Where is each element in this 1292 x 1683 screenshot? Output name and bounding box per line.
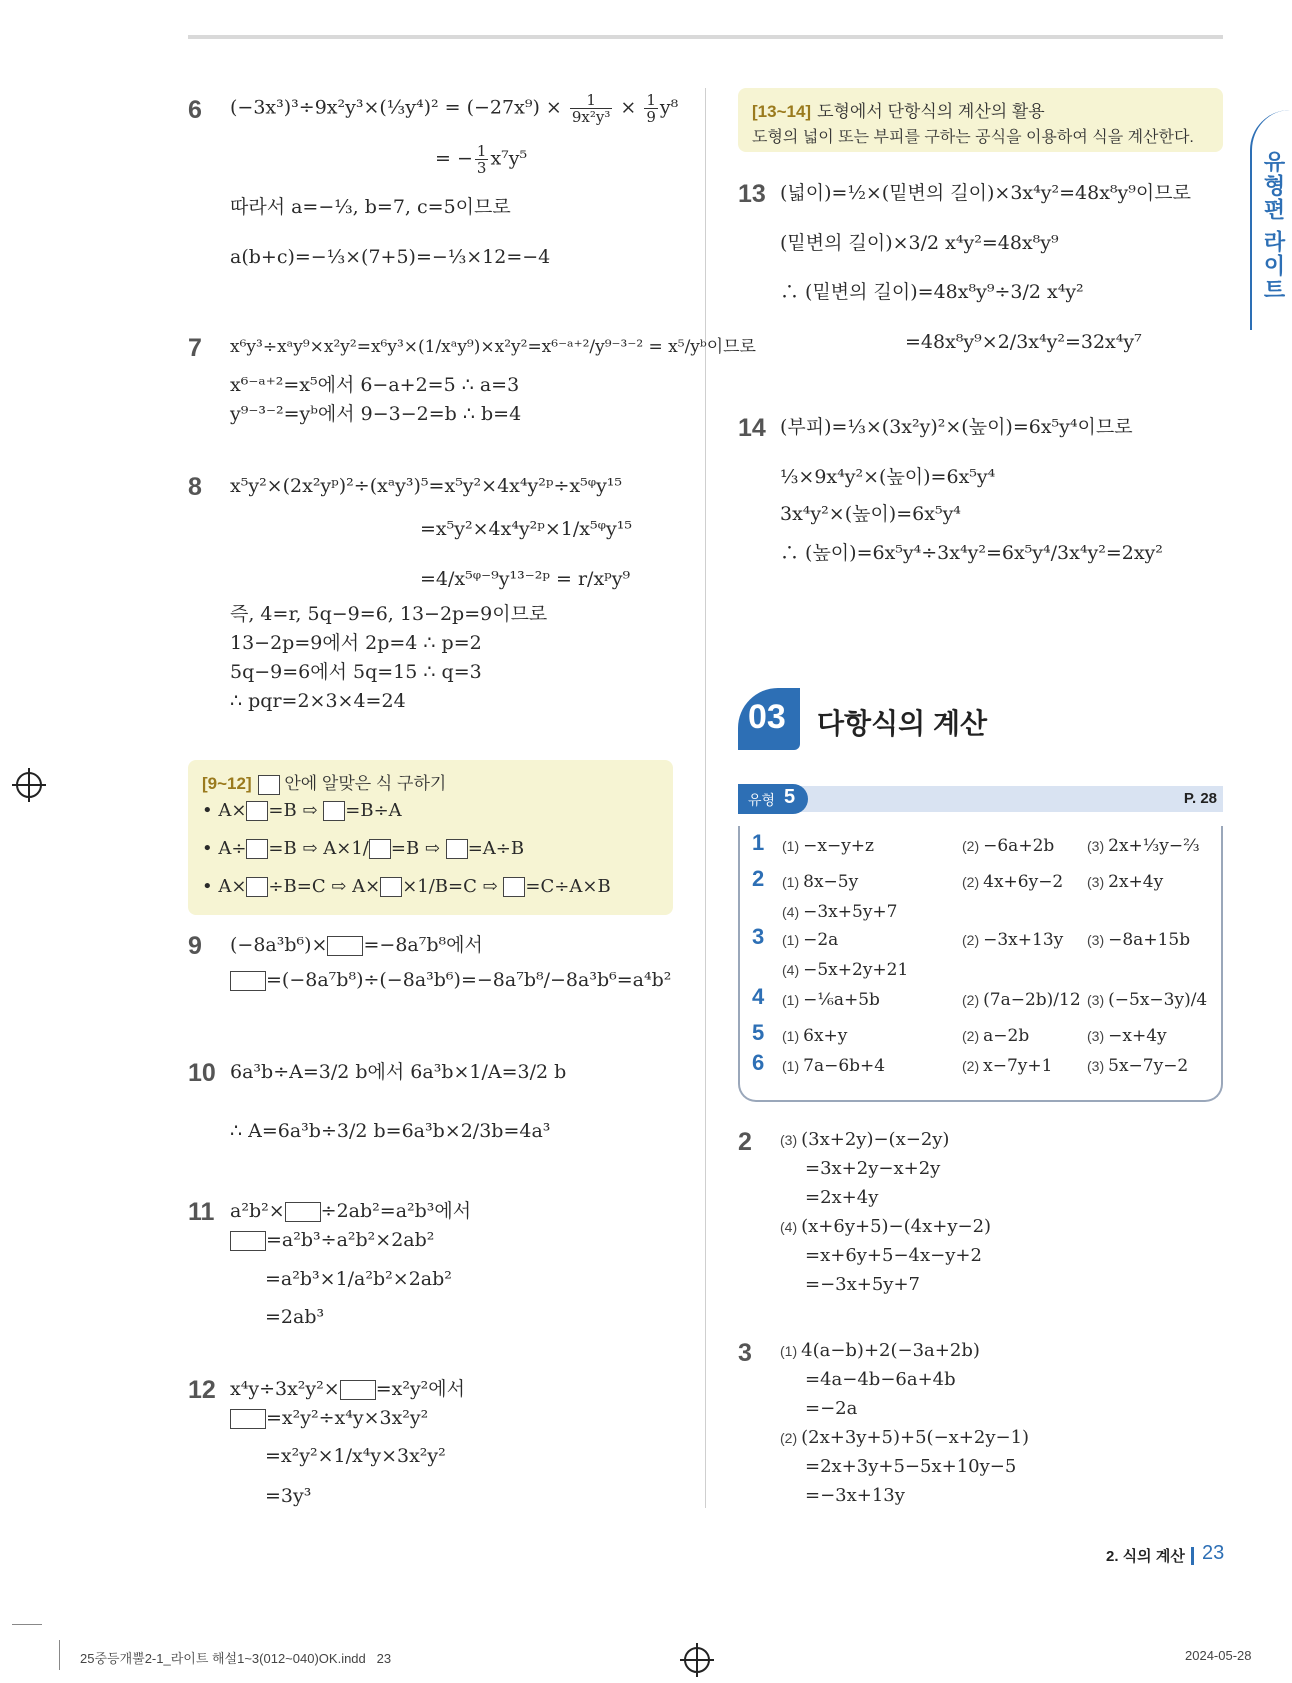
blank-box	[323, 801, 345, 821]
answer-item-value: a−2b	[983, 1026, 1030, 1046]
problem-12-line-3: =x²y²×1/x⁴y×3x²y²	[265, 1445, 446, 1467]
tip-rule-1: • A× =B ⇨ =B÷A	[202, 800, 402, 821]
problem-9-line-2: =(−8a⁷b⁸)÷(−8a³b⁶)=−8a⁷b⁸/−8a³b⁶=a⁴b²	[230, 966, 671, 995]
blank-box	[340, 1380, 376, 1400]
answer-item	[1087, 986, 1207, 1015]
problem-8-line-4: 즉, 4=r, 5q−9=6, 13−2p=9이므로	[230, 603, 548, 625]
answer-item	[782, 898, 898, 927]
blank-box	[230, 1409, 266, 1429]
answer-item-label: (2)	[962, 874, 980, 890]
problem-6-number: 6	[188, 96, 202, 124]
problem-10-line-1: 6a³b÷A=3/2 b에서 6a³b×1/A=3/2 b	[230, 1061, 567, 1083]
answer-item-label: (2)	[962, 1028, 980, 1044]
problem-8-line-7: ∴ pqr=2×3×4=24	[230, 690, 406, 712]
answer-item-label: (2)	[962, 992, 980, 1008]
problem-7-line-2: x⁶⁻ᵃ⁺²=x⁵에서 6−a+2=5 ∴ a=3	[230, 374, 520, 396]
problem-14-line-1: (부피)=⅓×(3x²y)²×(높이)=6x⁵y⁴이므로	[780, 416, 1133, 438]
problem-7-number: 7	[188, 334, 202, 362]
problem-8-line-3: =4/x⁵ᵠ⁻⁹y¹³⁻²ᵖ = r/xᵖy⁹	[420, 568, 631, 590]
answer-row-number: 2	[752, 866, 765, 891]
registration-mark-icon	[684, 1647, 710, 1673]
tip-box-13-14	[738, 88, 1223, 152]
tip-rule-3: • A× ÷B=C ⇨ A× ×1/B=C ⇨ =C÷A×B	[202, 876, 611, 897]
answer-item-label: (1)	[782, 1028, 800, 1044]
answer-item	[962, 986, 1081, 1015]
answer-item-value: −6a+2b	[983, 836, 1055, 856]
answer-item	[962, 926, 1063, 955]
answer-item-value: 5x−7y−2	[1108, 1056, 1189, 1076]
answer-item	[962, 832, 1054, 861]
problem-6-line-2: = − $\frac{1}{3}$ x⁷y⁵	[435, 142, 528, 177]
answer-item-value: −x+4y	[1108, 1026, 1167, 1046]
crop-mark	[12, 1624, 42, 1625]
problem-6-line-1: (−3x³)³÷9x²y³×(⅓y⁴)² = (−27x⁹) × $\frac{1}{\text{9x²y³}}$ × $\frac{1}{9}$ y⁸	[230, 91, 679, 126]
answer-item-label: (1)	[782, 1058, 800, 1074]
answer-item	[1087, 1022, 1167, 1051]
solution-3-line-6: =−3x+13y	[805, 1485, 905, 1506]
blank-box	[246, 877, 268, 897]
solution-3-line-4: (2) (2x+3y+5)+5(−x+2y−1)	[780, 1427, 1030, 1448]
solution-3-line-5: =2x+3y+5−5x+10y−5	[805, 1456, 1017, 1477]
solution-3-line-2: =4a−4b−6a+4b	[805, 1369, 956, 1390]
problem-12-line-1: x⁴y÷3x²y²× =x²y²에서	[230, 1378, 465, 1400]
problem-6-line-3: 따라서 a=−⅓, b=7, c=5이므로	[230, 196, 511, 218]
side-tab-label: 유형편 라이트	[1261, 150, 1286, 303]
solution-2-line-2: =3x+2y−x+2y	[805, 1158, 941, 1179]
tip-title: [9~12] 안에 알맞은 식 구하기	[202, 774, 447, 793]
answer-item-value: −3x+13y	[983, 930, 1064, 950]
problem-10-number: 10	[188, 1059, 216, 1087]
answer-row-number: 3	[752, 924, 765, 949]
answer-item-value: 2x+4y	[1108, 872, 1164, 892]
problem-11-line-2: =a²b³÷a²b²×2ab²	[230, 1226, 434, 1255]
blank-box	[246, 801, 268, 821]
problem-14-line-3: 3x⁴y²×(높이)=6x⁵y⁴	[780, 503, 961, 525]
tip-title: [13~14] 도형에서 단항식의 계산의 활용	[752, 102, 1045, 121]
section-badge	[738, 688, 800, 750]
page-number: 23	[1202, 1542, 1225, 1564]
problem-11-line-3: =a²b³×1/a²b²×2ab²	[265, 1268, 452, 1290]
type-page-ref: P. 28	[1183, 790, 1217, 807]
problem-11-line-4: =2ab³	[265, 1306, 325, 1328]
problem-13-number: 13	[738, 180, 766, 208]
answer-item-value: 4x+6y−2	[983, 872, 1064, 892]
answer-item-label: (2)	[962, 932, 980, 948]
answer-item	[782, 868, 858, 897]
answer-item	[1087, 926, 1190, 955]
footer-chapter: 2. 식의 계산	[1106, 1548, 1185, 1565]
problem-8-line-2: =x⁵y²×4x⁴y²ᵖ×1/x⁵ᵠy¹⁵	[420, 518, 632, 540]
blank-box	[503, 877, 525, 897]
answer-item-value: 6x+y	[803, 1026, 848, 1046]
problem-14-number: 14	[738, 414, 766, 442]
blank-box	[230, 1231, 266, 1251]
answer-item-value: x−7y+1	[983, 1056, 1053, 1076]
side-tab	[1250, 110, 1292, 330]
problem-12-number: 12	[188, 1376, 216, 1404]
problem-14-line-4: ∴ (높이)=6x⁵y⁴÷3x⁴y²=6x⁵y⁴/3x⁴y²=2xy²	[780, 542, 1163, 564]
answer-item-label: (3)	[1087, 1058, 1105, 1074]
answer-item-label: (2)	[962, 1058, 980, 1074]
answer-item-value: −2a	[803, 930, 839, 950]
top-rule	[188, 35, 1223, 39]
answer-item-label: (3)	[1087, 1028, 1105, 1044]
answer-item-label: (3)	[1087, 874, 1105, 890]
answer-item	[962, 1052, 1052, 1081]
answer-row-number: 5	[752, 1020, 765, 1045]
tip-box-9-12	[188, 760, 673, 915]
problem-8-line-5: 13−2p=9에서 2p=4 ∴ p=2	[230, 632, 482, 654]
problem-14-line-2: ⅓×9x⁴y²×(높이)=6x⁵y⁴	[780, 466, 996, 488]
answer-item-label: (1)	[782, 838, 800, 854]
answer-item	[782, 832, 874, 861]
problem-11-number: 11	[188, 1198, 215, 1226]
problem-13-line-4: =48x⁸y⁹×2/3x⁴y²=32x⁴y⁷	[905, 331, 1142, 353]
crop-mark	[59, 1640, 60, 1670]
answer-item-label: (2)	[962, 838, 980, 854]
footer-divider	[1191, 1547, 1194, 1565]
problem-8-line-6: 5q−9=6에서 5q=15 ∴ q=3	[230, 661, 482, 683]
answer-item-value: 7a−6b+4	[803, 1056, 886, 1076]
answer-item-label: (1)	[782, 874, 800, 890]
section-title: 다항식의 계산	[817, 708, 988, 739]
answer-item-label: (3)	[1087, 932, 1105, 948]
answer-item	[962, 868, 1063, 897]
answer-item-label: (1)	[782, 992, 800, 1008]
blank-box	[285, 1202, 321, 1222]
problem-13-line-1: (넓이)=½×(밑변의 길이)×3x⁴y²=48x⁸y⁹이므로	[780, 182, 1191, 204]
answer-item-value: −8a+15b	[1108, 930, 1191, 950]
answer-item-label: (1)	[782, 932, 800, 948]
problem-7-line-1: x⁶y³÷xᵃy⁹×x²y²=x⁶y³×(1/xᵃy⁹)×x²y²=x⁶⁻ᵃ⁺²/y⁹⁻³⁻² = x⁵/yᵇ이므로	[230, 337, 756, 357]
answer-item-label: (3)	[1087, 992, 1105, 1008]
blank-box	[258, 775, 280, 795]
solution-3-line-3: =−2a	[805, 1398, 858, 1419]
fraction: $\frac{1}{\text{9x²y³}}$	[571, 91, 611, 126]
answer-item-value: 2x+⅓y−⅔	[1108, 836, 1200, 856]
problem-12-line-4: =3y³	[265, 1485, 312, 1507]
answer-item-value: 8x−5y	[803, 872, 859, 892]
answer-item-label: (4)	[782, 962, 800, 978]
footer-date: 2024-05-28	[1185, 1648, 1252, 1663]
answer-item-value: −5x+2y+21	[803, 960, 909, 980]
solution-2-number: 2	[738, 1128, 752, 1156]
blank-box	[246, 839, 268, 859]
solution-3-number: 3	[738, 1339, 752, 1367]
problem-8-number: 8	[188, 473, 202, 501]
tip-rule-2: • A÷ =B ⇨ A×1/ =B ⇨ =A÷B	[202, 838, 525, 859]
answer-item	[1087, 832, 1200, 861]
answer-row-number: 6	[752, 1050, 765, 1075]
problem-9-number: 9	[188, 932, 202, 960]
answer-item	[782, 1052, 885, 1081]
tip-description: 도형의 넓이 또는 부피를 구하는 공식을 이용하여 식을 계산한다.	[752, 129, 1194, 146]
problem-11-line-1: a²b²× ÷2ab²=a²b³에서	[230, 1200, 472, 1222]
problem-7-line-3: y⁹⁻³⁻²=yᵇ에서 9−3−2=b ∴ b=4	[230, 403, 522, 425]
answer-item-label: (4)	[782, 904, 800, 920]
blank-box	[380, 877, 402, 897]
answer-row-number: 1	[752, 830, 765, 855]
problem-9-line-1: (−8a³b⁶)× =−8a⁷b⁸에서	[230, 934, 483, 956]
footer-file-name: 25중등개뿔2-1_라이트 해설1~3(012~040)OK.indd 23	[80, 1651, 392, 1666]
type-badge: 유형 5	[738, 784, 808, 814]
answer-item-value: −3x+5y+7	[803, 902, 898, 922]
problem-6-line-4: a(b+c)=−⅓×(7+5)=−⅓×12=−4	[230, 246, 551, 268]
answer-item	[962, 1022, 1029, 1051]
answer-item	[782, 986, 880, 1015]
answer-item-value: −x−y+z	[803, 836, 875, 856]
problem-12-line-2: =x²y²÷x⁴y×3x²y²	[230, 1404, 428, 1433]
problem-13-line-2: (밑변의 길이)×3/2 x⁴y²=48x⁸y⁹	[780, 232, 1059, 254]
answer-item	[1087, 868, 1163, 897]
fraction: $\frac{1}{9}$	[646, 91, 656, 126]
blank-box	[446, 839, 468, 859]
answer-item	[1087, 1052, 1188, 1081]
answer-item	[782, 926, 838, 955]
solution-2-line-6: =−3x+5y+7	[805, 1274, 921, 1295]
column-separator	[705, 88, 706, 1508]
solution-3-line-1: (1) 4(a−b)+2(−3a+2b)	[780, 1340, 980, 1361]
solution-2-line-1: (3) (3x+2y)−(x−2y)	[780, 1129, 950, 1150]
answer-table	[738, 826, 1223, 1102]
problem-13-line-3: ∴ (밑변의 길이)=48x⁸y⁹÷3/2 x⁴y²	[780, 281, 1084, 303]
solution-2-line-4: (4) (x+6y+5)−(4x+y−2)	[780, 1216, 992, 1237]
answer-item-value: −⅙a+5b	[803, 990, 880, 1010]
answer-item-label: (3)	[1087, 838, 1105, 854]
solution-2-line-3: =2x+4y	[805, 1187, 879, 1208]
solution-2-line-5: =x+6y+5−4x−y+2	[805, 1245, 982, 1266]
section-number: 03	[748, 698, 786, 736]
problem-8-line-1: x⁵y²×(2x²yᵖ)²÷(xᵃy³)⁵=x⁵y²×4x⁴y²ᵖ÷x⁵ᵠy¹⁵	[230, 475, 623, 497]
blank-box	[230, 971, 266, 991]
answer-item-value: (−5x−3y)/4	[1108, 990, 1208, 1010]
answer-item-value: (7a−2b)/12	[983, 990, 1081, 1010]
blank-box	[369, 839, 391, 859]
answer-item	[782, 1022, 847, 1051]
type-bar	[738, 786, 1223, 812]
problem-10-line-2: ∴ A=6a³b÷3/2 b=6a³b×2/3b=4a³	[230, 1120, 551, 1142]
answer-row-number: 4	[752, 984, 765, 1009]
blank-box	[327, 936, 363, 956]
fraction: $\frac{1}{3}$	[476, 142, 487, 177]
answer-item	[782, 956, 908, 985]
registration-mark-icon	[16, 772, 42, 798]
